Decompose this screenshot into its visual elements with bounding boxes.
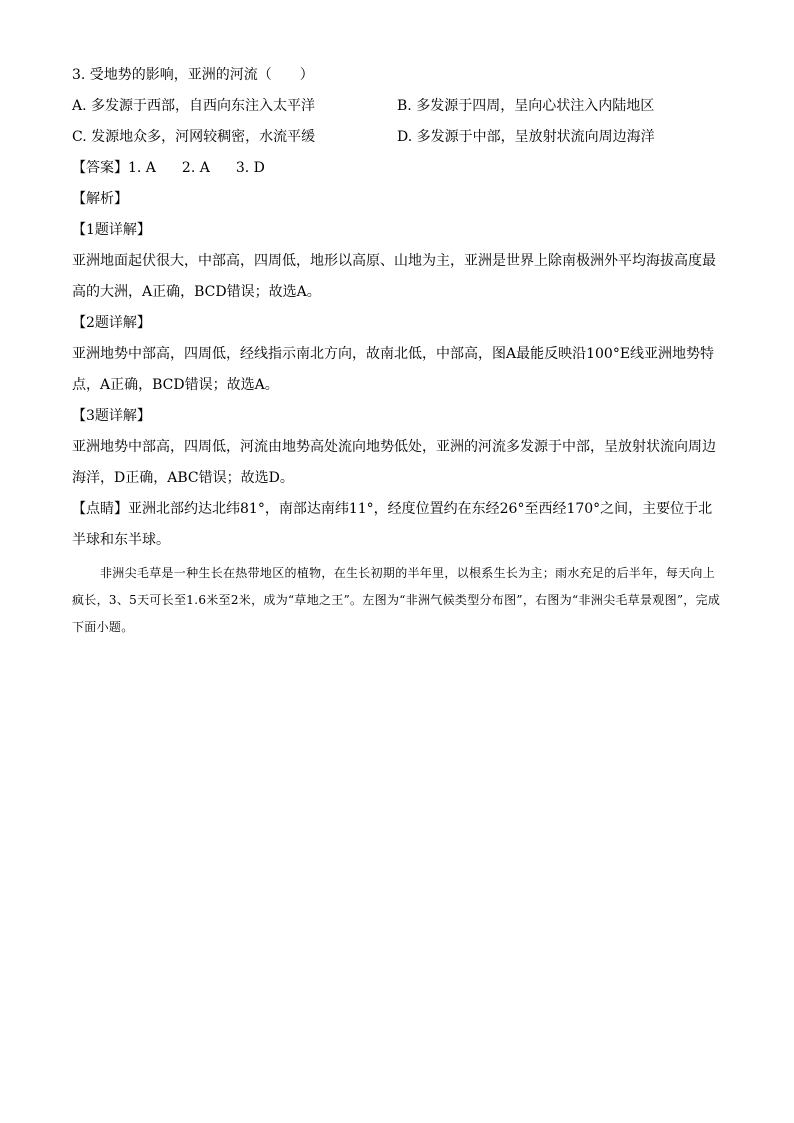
- tip-label: 【点睛】: [72, 501, 128, 517]
- tip-paragraph: [72, 494, 724, 556]
- detail-2-text: 亚洲地势中部高，四周低，经线指示南北方向，故南北低，中部高，图A最能反映沿100°E线亚洲地势特点，A正确，BCD错误；故选A。: [72, 346, 715, 393]
- tip-text: 亚洲北部约达北纬81°，南部达南纬11°，经度位置约在东经26°至西经170°之间，主要位于北半球和东半球。: [72, 501, 713, 548]
- detail-1-text: 亚洲地面起伏很大，中部高，四周低，地形以高原、山地为主，亚洲是世界上除南极洲外平均海拔高度最高的大洲，A正确，BCD错误；故选A。: [72, 253, 716, 300]
- detail-1-heading: 【1题详解】: [72, 222, 151, 238]
- detail-3-heading: 【3题详解】: [72, 408, 151, 424]
- document-page: [72, 60, 724, 641]
- answer-item: 1. A: [128, 160, 156, 176]
- answer-line: [72, 153, 724, 184]
- analysis-heading: 【解析】: [72, 191, 128, 207]
- option-c: C. 发源地众多，河网较稠密，水流平缓: [72, 129, 316, 145]
- options-row-ab: [72, 91, 724, 122]
- options-row-cd: [72, 122, 724, 153]
- answer-item: 2. A: [181, 160, 210, 176]
- detail-2-heading: 【2题详解】: [72, 315, 151, 331]
- answer-label: 【答案】: [72, 160, 128, 176]
- option-d: D. 多发源于中部，呈放射状流向周边海洋: [397, 129, 655, 145]
- option-b: B. 多发源于四周，呈向心状注入内陆地区: [397, 98, 655, 114]
- option-a: A. 多发源于西部，自西向东注入太平洋: [72, 98, 316, 114]
- reading-passage: 非洲尖毛草是一种生长在热带地区的植物，在生长初期的半年里，以根系生长为主；雨水充足的后半年，每天向上疯长，3、5天可长至1.6米至2米，成为“草地之王”。左图为“非洲气候类型分布图”，右图为“非洲尖毛草景观图”，完成下面小题。: [72, 566, 721, 634]
- question-3-stem: 3. 受地势的影响，亚洲的河流（ ）: [72, 67, 314, 83]
- answer-item: 3. D: [235, 160, 265, 176]
- detail-3-text: 亚洲地势中部高，四周低，河流由地势高处流向地势低处，亚洲的河流多发源于中部，呈放射状流向周边海洋，D正确，ABC错误；故选D。: [72, 439, 716, 486]
